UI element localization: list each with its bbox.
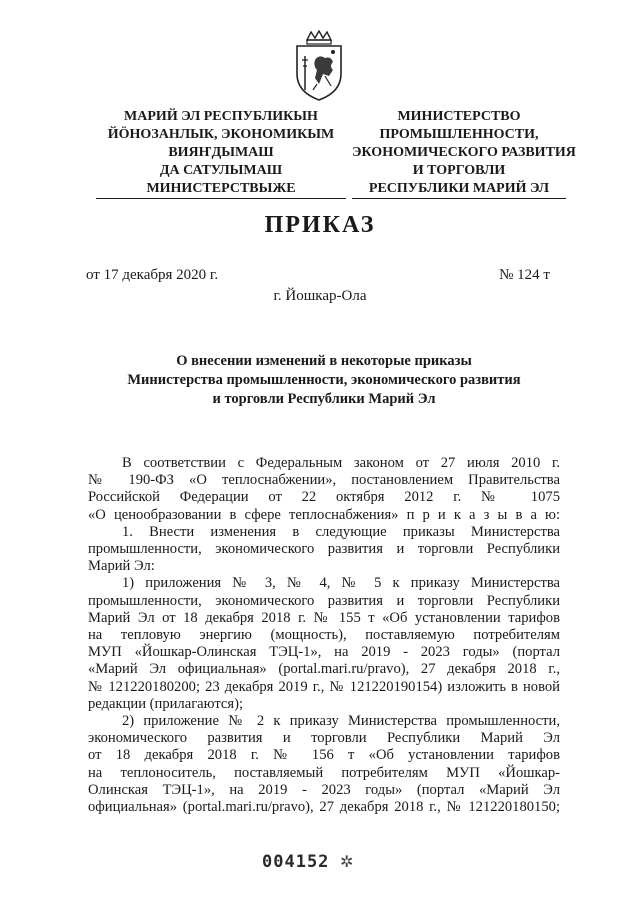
body-line: промышленности, экономического развития и торговли Республики [88,541,560,558]
header-left-block [96,108,346,199]
body-line: МУП «Йошкар-Олинская ТЭЦ-1», на 2019 - 2023 годы» (портал [88,644,560,661]
coat-of-arms-icon [293,30,345,102]
document-title: ПРИКАЗ [264,212,376,238]
order-body [88,455,560,816]
header-left-line: ЙӦНОЗАНЛЫК, ЭКОНОМИКЫМ [107,127,335,142]
body-line: 1. Внести изменения в следующие приказы Министерства [122,523,560,540]
order-number: № 124 т [499,267,550,283]
body-line: В соответствии с Федеральным законом от 27 июля 2010 г. [122,455,560,471]
body-line: 2) приложение № 2 к приказу Министерства промышленности, [122,713,560,730]
header-right-line: МИНИСТЕРСТВО [397,109,521,124]
body-line: редакции (прилагаются); [88,695,244,712]
header-left-line: МАРИЙ ЭЛ РЕСПУБЛИКЫН [124,109,318,124]
form-serial-number: 004152 [262,852,330,872]
header-right-line: ПРОМЫШЛЕННОСТИ, [379,127,539,142]
body-line: 1) приложения № 3, № 4, № 5 к приказу Министерства [122,575,560,592]
header-right-line: И ТОРГОВЛИ [412,163,506,178]
order-subject [90,352,558,409]
body-line: экономического развития и торговли Республики Марий Эл [88,730,560,747]
body-line: на тепловую энергию (мощность), поставляемую потребителям [88,627,560,644]
header-right-line: РЕСПУБЛИКИ МАРИЙ ЭЛ [352,180,566,199]
body-line: Марий Эл от 18 декабря 2018 г. № 155 т «Об установлении тарифов [88,609,560,626]
body-line: «Марий Эл официальная» (portal.mari.ru/pravo), 27 декабря 2018 г., [88,661,560,678]
order-date: от 17 декабря 2020 г. [86,267,219,283]
subject-line: Министерства промышленности, экономического развития [127,372,521,388]
body-line: официальная» (portal.mari.ru/pravo), 27 декабря 2018 г., № 121220180150; [88,799,560,816]
order-city: г. Йошкар-Ола [273,288,367,304]
header-right-block [352,108,576,199]
body-line: Олинская ТЭЦ-1», на 2019 - 2023 годы» (портал «Марий Эл [88,781,560,798]
body-line: от 18 декабря 2018 г. № 156 т «Об установлении тарифов [88,747,560,764]
serial-mark-icon: ✲ [340,854,354,871]
body-line: «О ценообразовании в сфере теплоснабжения» п р и к а з ы в а ю: [88,506,560,523]
header-right-line: ЭКОНОМИЧЕСКОГО РАЗВИТИЯ [352,145,576,160]
body-line: № 121220180200; 23 декабря 2019 г., № 121220190154) изложить в новой [88,678,560,695]
body-line: промышленности, экономического развития и торговли Республики [88,592,560,609]
header-left-line: ДА САТУЛЫМАШ [159,163,283,178]
subject-line: и торговли Республики Марий Эл [212,391,436,407]
header-left-line: ВИЯҤДЫМАШ [168,145,274,160]
body-line: Марий Эл: [88,558,155,575]
header-left-line: МИНИСТЕРСТВЫЖЕ [96,180,346,199]
subject-line: О внесении изменений в некоторые приказы [176,353,472,369]
body-line: № 190-ФЗ «О теплоснабжении», постановлением Правительства [88,472,560,489]
body-line: Российской Федерации от 22 октября 2012 г. № 1075 [88,489,560,506]
body-line: на теплоноситель, поставляемый потребителям МУП «Йошкар- [88,764,560,781]
